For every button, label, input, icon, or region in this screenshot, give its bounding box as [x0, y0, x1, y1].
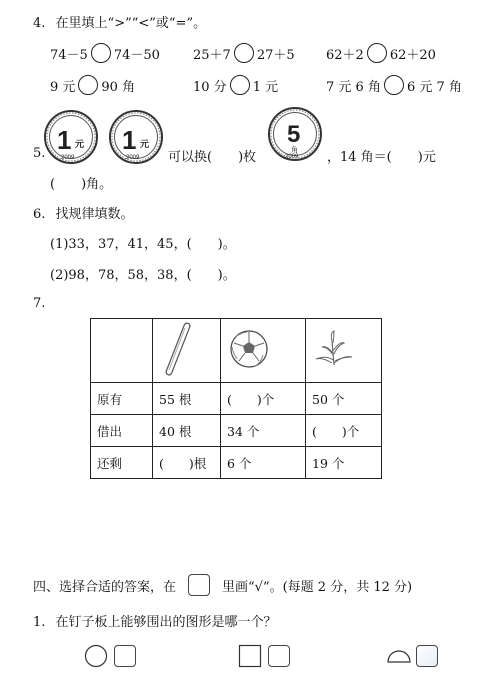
five-jiao-coin-icon — [267, 106, 323, 162]
q4-item-1-left: 74－5 — [50, 47, 88, 63]
q4-item-2 — [193, 43, 295, 63]
circle-shape-icon — [84, 644, 108, 668]
table-header-row — [91, 319, 382, 383]
soccer-ball-icon — [227, 327, 271, 371]
q5-number: 5. — [33, 146, 46, 161]
q4-item-3-answer-circle[interactable] — [367, 43, 387, 63]
cell-balls: 6 个 — [221, 447, 306, 479]
q4-item-2-left: 25＋7 — [193, 47, 231, 63]
one-yuan-coin-icon — [43, 109, 99, 165]
q5-text-c: ( )角。 — [50, 177, 113, 192]
square-shape-icon — [238, 644, 262, 668]
table-header-ball — [221, 319, 306, 383]
option-a-checkbox[interactable] — [114, 645, 136, 667]
q4-item-5-answer-circle[interactable] — [230, 75, 250, 95]
row-label: 还剩 — [91, 447, 153, 479]
cell-plants: 19 个 — [306, 447, 382, 479]
cell-sticks: 55 根 — [153, 383, 221, 415]
q5-text-b: ，14 角＝( )元 — [327, 150, 436, 165]
s4q1-number: 1. — [33, 615, 46, 630]
q4-item-1 — [50, 43, 160, 63]
q4-item-4-right: 90 角 — [101, 79, 136, 95]
q4-item-1-right: 74－50 — [113, 47, 160, 63]
stick-icon — [159, 322, 199, 376]
cell-sticks[interactable]: ( )根 — [153, 447, 221, 479]
q4-number: 4. — [33, 16, 46, 31]
q4-item-3 — [326, 43, 436, 63]
q4-item-6-right: 6 元 7 角 — [406, 79, 462, 95]
coin-2-unit: 元 — [140, 140, 150, 150]
row-label: 借出 — [91, 415, 153, 447]
q6-number: 6. — [33, 207, 46, 222]
q4-item-3-left: 62＋2 — [326, 47, 364, 63]
q4-item-5 — [193, 75, 278, 95]
q6-item-2: (2)98，78，58，38，( )。 — [50, 268, 236, 283]
coin-3-unit: 角 — [291, 146, 298, 154]
q4-item-5-right: 1 元 — [252, 79, 279, 95]
coin-1-value: 1 — [57, 125, 72, 155]
q7-table — [90, 318, 382, 479]
row-label: 原有 — [91, 383, 153, 415]
option-c-checkbox[interactable] — [416, 645, 438, 667]
q7-number: 7. — [33, 296, 46, 311]
coin-3-year: 2009 — [285, 154, 299, 160]
table-header-plant — [306, 319, 382, 383]
section-4-suffix: 里画“√”。(每题 2 分，共 12 分) — [222, 579, 413, 595]
table-corner-cell — [91, 319, 153, 383]
q4-item-6-left: 7 元 6 角 — [326, 79, 381, 95]
q5-text-a: 可以换( )枚 — [168, 150, 257, 165]
table-row — [91, 447, 382, 479]
q6-item-1: (1)33，37，41，45，( )。 — [50, 237, 236, 252]
q4-item-1-answer-circle[interactable] — [91, 43, 111, 63]
cell-balls: 34 个 — [221, 415, 306, 447]
q4-item-4-answer-circle[interactable] — [78, 75, 98, 95]
checkbox-sample — [188, 574, 210, 596]
s4q1-header — [33, 611, 277, 630]
grass-plant-icon — [312, 327, 356, 371]
cell-plants[interactable]: ( )个 — [306, 415, 382, 447]
cell-sticks: 40 根 — [153, 415, 221, 447]
q4-item-4-left: 9 元 — [50, 79, 76, 95]
q4-item-6 — [326, 75, 462, 95]
table-row — [91, 415, 382, 447]
q4-item-4 — [50, 75, 135, 95]
q4-header — [33, 12, 206, 31]
table-row — [91, 383, 382, 415]
coin-3-value: 5 — [287, 121, 301, 148]
one-yuan-coin-icon — [108, 109, 164, 165]
q4-item-6-answer-circle[interactable] — [384, 75, 404, 95]
coin-1-year: 2009 — [61, 155, 75, 161]
cell-plants: 50 个 — [306, 383, 382, 415]
table-header-stick — [153, 319, 221, 383]
q4-item-2-right: 27＋5 — [256, 47, 295, 63]
coin-1-unit: 元 — [75, 140, 85, 150]
q4-instruction: 在里填上“>”“<”或“=”。 — [55, 16, 207, 31]
q4-item-3-right: 62＋20 — [389, 47, 436, 63]
section-4-prefix: 四、选择合适的答案，在 — [33, 579, 177, 595]
coin-2-value: 1 — [122, 125, 137, 155]
q6-instruction: 找规律填数。 — [55, 207, 134, 222]
semicircle-shape-icon — [386, 648, 412, 664]
cell-balls[interactable]: ( )个 — [221, 383, 306, 415]
section-4-heading — [33, 574, 412, 596]
coin-2-year: 2009 — [126, 155, 140, 161]
q6-header — [33, 203, 134, 222]
s4q1-text: 在钉子板上能够围出的图形是哪一个？ — [55, 615, 277, 630]
q4-item-2-answer-circle[interactable] — [234, 43, 254, 63]
option-b-checkbox[interactable] — [268, 645, 290, 667]
q4-item-5-left: 10 分 — [193, 79, 227, 95]
